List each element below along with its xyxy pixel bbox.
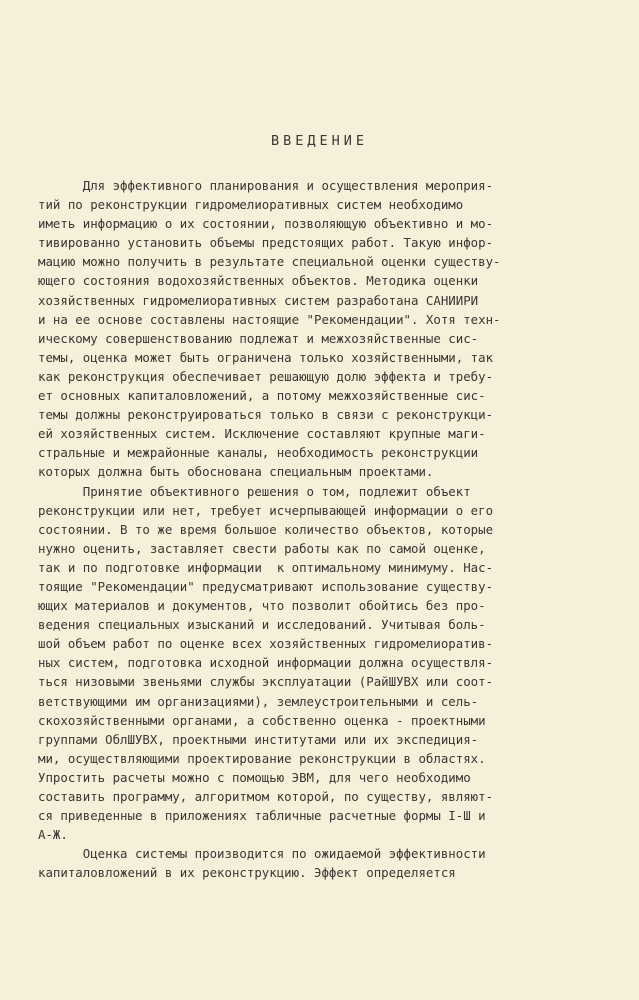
text-line: А-Ж. (38, 827, 68, 843)
paragraph (38, 482, 524, 845)
text-line: состоянии. В то же время большое количество объектов, которые (38, 521, 494, 537)
text-line: ющих материалов и документов, что позволит обойтись без про- (38, 598, 486, 614)
text-line: ическому совершенствованию подлежат и межхозяйственные сис- (38, 330, 479, 346)
text-line: группами ОблШУВХ, проектными институтами или их экспедиция- (38, 731, 479, 747)
text-line: ветствующими им организациями), землеустроительными и сель- (38, 693, 479, 709)
text-line: так и по подготовке информации к оптимальному минимуму. Нас- (38, 559, 494, 575)
text-line: Оценка системы производится по ожидаемой эффективности (38, 846, 486, 862)
text-line: скохозяйственными органами, а собственно оценка - проектными (38, 712, 486, 728)
text-line: ться низовыми звеньями службы эксплуатации (РайШУВХ или соот- (38, 674, 494, 690)
text-line: темы, оценка может быть ограничена только хозяйственными, так (38, 349, 494, 365)
text-line: ми, осуществляющими проектирование реконструкции в областях. (38, 750, 486, 766)
text-line: иметь информацию о их состоянии, позволяющую объективно и мо- (38, 216, 494, 232)
text-line: хозяйственных гидромелиоративных систем разработана САНИИРИ (38, 292, 479, 308)
text-line: ет основных капиталовложений, а потому межхозяйственные сис- (38, 388, 486, 404)
text-line: стральные и межрайонные каналы, необходимость реконструкции (38, 445, 479, 461)
text-line: ных систем, подготовка исходной информации должна осуществля- (38, 655, 494, 671)
page-title: ВВЕДЕНИЕ (270, 133, 369, 149)
text-line: как реконструкция обеспечивает решающую долю эффекта и требу- (38, 368, 494, 384)
document-body (38, 176, 524, 882)
text-line: тивированно установить объемы предстоящих работ. Такую инфор- (38, 235, 494, 251)
text-line: тоящие "Рекомендации" предусматривают использование существу- (38, 578, 494, 594)
text-line: реконструкции или нет, требует исчерпывающей информации о его (38, 502, 494, 518)
text-line: ей хозяйственных систем. Исключение составляют крупные маги- (38, 426, 486, 442)
text-line: Принятие объективного решения о том, подлежит объект (38, 483, 471, 499)
text-line: которых должна быть обоснована специальным проектами. (38, 464, 434, 480)
text-line: темы должны реконструироваться только в связи с реконструкци- (38, 407, 494, 423)
text-line: и на ее основе составлены настоящие "Рекомендации". Хотя техн- (38, 311, 501, 327)
text-line: ся приведенные в приложениях табличные расчетные формы I-Ш и (38, 808, 486, 824)
text-line: ведения специальных изысканий и исследований. Учитывая боль- (38, 617, 486, 633)
text-line: мацию можно получить в результате специальной оценки существу- (38, 254, 501, 270)
text-line: ющего состояния водохозяйственных объектов. Методика оценки (38, 273, 479, 289)
paragraph (38, 844, 524, 882)
text-line: капиталовложений в их реконструкцию. Эффект определяется (38, 865, 456, 881)
text-line: нужно оценить, заставляет свести работы как по самой оценке, (38, 540, 486, 556)
text-line: тий по реконструкции гидромелиоративных систем необходимо (38, 197, 464, 213)
text-line: Для эффективного планирования и осуществления мероприя- (38, 178, 494, 193)
paragraph (38, 176, 524, 482)
text-line: Упростить расчеты можно с помощью ЭВМ, для чего необходимо (38, 769, 471, 785)
text-line: составить программу, алгоритмом которой, по существу, являют- (38, 789, 494, 804)
text-line: шой объем работ по оценке всех хозяйственных гидромелиоратив- (38, 636, 494, 652)
